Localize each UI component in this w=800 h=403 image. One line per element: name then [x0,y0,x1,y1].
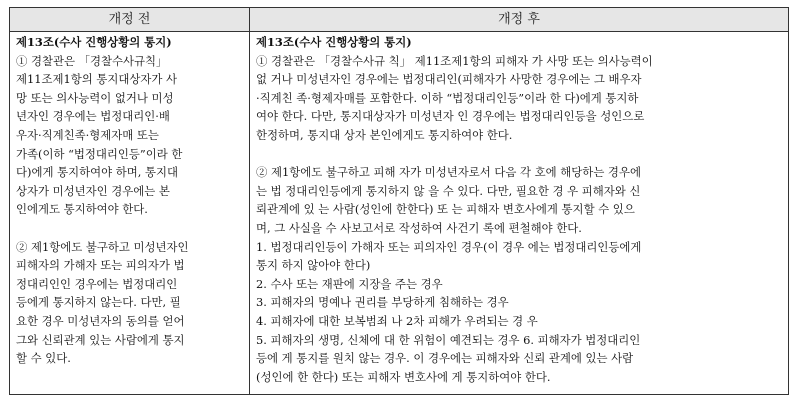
after-p2-line: ② 제1항에도 불구하고 피해 자가 미성년자로서 다음 각 호에 해당하는 경우에 [256,165,641,180]
after-p2-line: 뢰관계에 있 는 사람(성인에 한한다) 또 는 피해자 변호사에게 통지할 수 있으 [256,202,635,217]
after-item-line: (성인에 한 한다) 또는 피해자 변호사에 게 통지하여야 한다. [256,369,551,384]
before-p1-line: 상자가 미성년자인 경우에는 본 [16,183,170,198]
paragraph-gap [16,219,244,238]
after-item-line: 4. 피해자에 대한 보복범죄 나 2차 피해가 우려되는 경 우 [256,313,538,328]
after-item-line: 1. 법정대리인등이 가해자 또는 피의자인 경우(이 경우 에는 법정대리인등에게 [256,239,642,254]
before-p2-line: 정대리인인 경우에는 법정대리인 [16,276,178,291]
after-item-line: 3. 피해자의 명예나 권리를 부당하게 침해하는 경우 [256,295,509,310]
after-column [256,33,784,386]
paragraph-gap [256,145,784,164]
after-p1-line: 없 거나 미성년자인 경우에는 법정대리인(피해자가 사망한 경우에는 그 배우자 [256,72,642,87]
after-p2-line: 는 법 정대리인등에게 통지하지 않 을 수 있다. 다만, 필요한 경 우 피해자와 신 [256,183,641,198]
before-p1-line: 인에게도 통지하여야 한다. [16,202,148,217]
before-title: 제13조(수사 진행상황의 통지) [16,35,172,49]
header-before: 개정 전 [10,8,249,32]
after-item-line: 등에 게 통지를 원치 않는 경우. 이 경우에는 피해자와 신뢰 관계에 있는 사람 [256,351,634,366]
before-p2-line: 등에게 통지하지 않는다. 다만, 필 [16,295,181,310]
before-p2-line: 요한 경우 미성년자의 동의를 얻어 [16,313,185,328]
after-item-line: 5. 피해자의 생명, 신체에 대 한 위험이 예견되는 경우 6. 피해자가 법정대리인 [256,332,641,347]
before-p1-line: 우자·직계친족·형제자매 또는 [16,127,159,142]
after-item-line: 통지 하지 않아야 한다) [256,258,371,273]
after-p1-line: 여야 한다. 다만, 통지대상자가 미성년자 인 경우에는 법정대리인등을 성인으로 [256,109,645,124]
comparison-table [9,7,789,395]
after-p1-line: 한정하며, 통지대 상자 본인에게도 통지하여야 한다. [256,127,513,142]
column-divider [249,8,250,394]
before-p1-line: ① 경찰관은 「경찰수사규칙」 [16,53,168,68]
after-p1-line: ·직계친 족·형제자매를 포함한다. 이하 “법정대리인등”이라 한 다)에게 통지하 [256,90,639,105]
after-title: 제13조(수사 진행상황의 통지) [256,35,412,49]
before-p2-line: ② 제1항에도 불구하고 미성년자인 [16,239,189,254]
before-p1-line: 다)에게 통지하여야 하며, 통지대 [16,165,178,180]
before-p2-line: 피해자의 가해자 또는 피의자가 법 [16,258,185,273]
before-p1-line: 년자인 경우에는 법정대리인·배 [16,109,170,124]
before-p2-line: 할 수 있다. [16,351,71,366]
before-p1-line: 가족(이하 “법정대리인등”이라 한 [16,146,183,161]
after-p2-line: 며, 그 사실을 수 사보고서로 작성하여 사건기 록에 편철해야 한다. [256,220,582,235]
before-p1-line: 제11조제1항의 통지대상자가 사 [16,72,178,87]
header-after: 개정 후 [250,8,788,32]
before-column [16,33,244,368]
after-item-line: 2. 수사 또는 재판에 지장을 주는 경우 [256,276,443,291]
before-p1-line: 망 또는 의사능력이 없거나 미성 [16,90,174,105]
before-p2-line: 그와 신뢰관계 있는 사람에게 통지 [16,332,185,347]
after-p1-line: ① 경찰관은 「경찰수사규 칙」 제11조제1항의 피해자 가 사망 또는 의사능력이 [256,53,653,68]
